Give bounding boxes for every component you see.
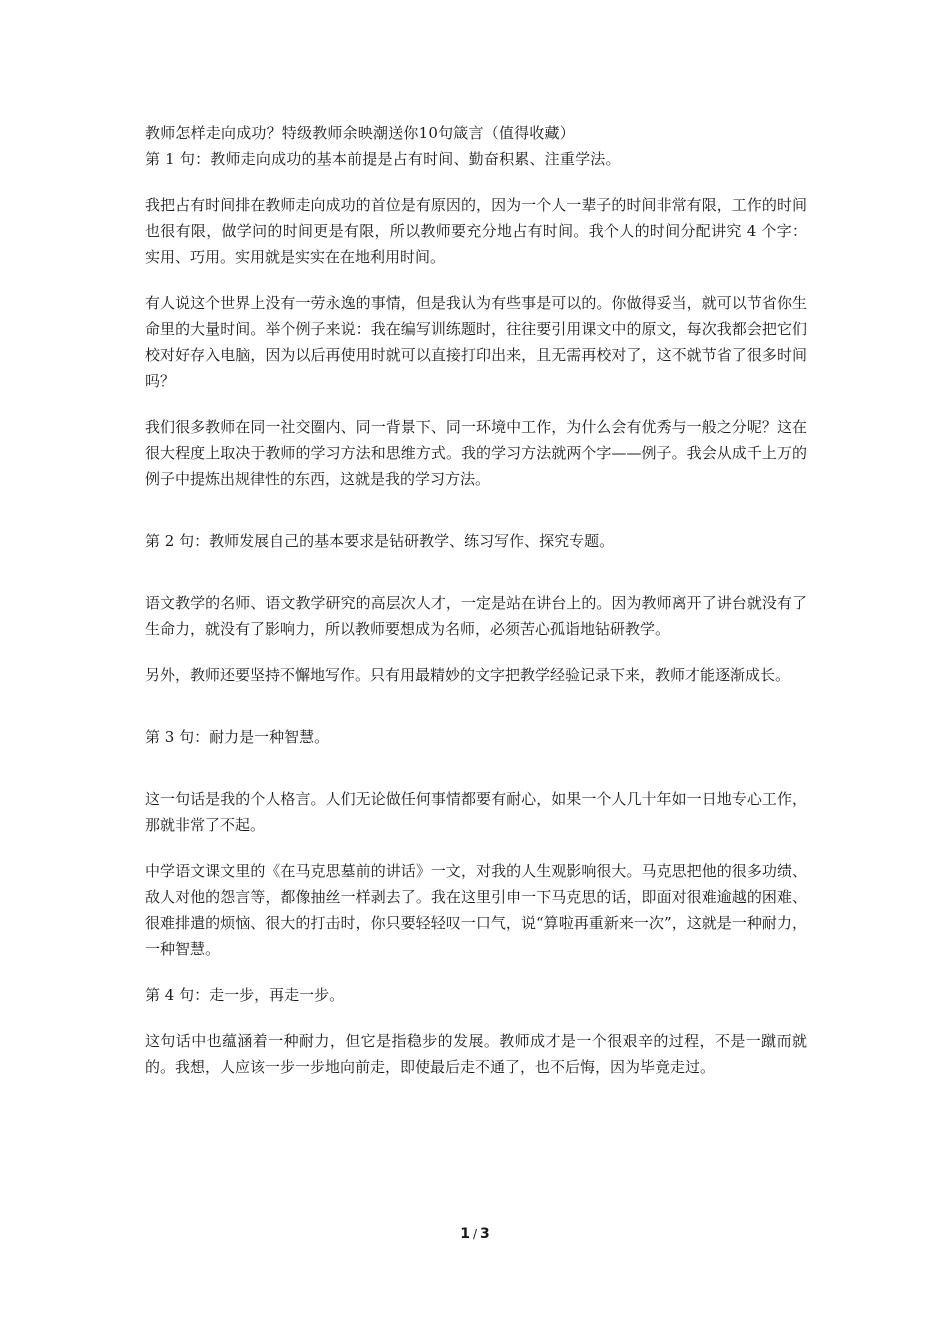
section-1-paragraph-1: 我把占有时间排在教师走向成功的首位是有原因的，因为一个人一辈子的时间非常有限，工作的时间也很有限，做学问的时间更是有限，所以教师要充分地占有时间。我个人的时间分配讲究 4 个字：实用、巧用。实用就是实实在在地利用时间。 (145, 196, 807, 266)
section-2-heading: 第 2 句：教师发展自己的基本要求是钻研教学、练习写作、探究专题。 (145, 532, 615, 550)
section-1-heading: 第 1 句：教师走向成功的基本前提是占有时间、勤奋积累、注重学法。 (145, 150, 621, 168)
section-4-heading: 第 4 句：走一步，再走一步。 (145, 986, 345, 1004)
document-body (145, 120, 807, 1080)
section-1-paragraph-3: 我们很多教师在同一社交圈内、同一背景下、同一环境中工作，为什么会有优秀与一般之分呢？这在很大程度上取决于教师的学习方法和思维方式。我的学习方法就两个字——例子。我会从成千上万的例子中提炼出规律性的东西，这就是我的学习方法。 (145, 418, 807, 488)
section-2-paragraph-1: 语文教学的名师、语文教学研究的高层次人才，一定是站在讲台上的。因为教师离开了讲台就没有了生命力，就没有了影响力，所以教师要想成为名师，必须苦心孤诣地钻研教学。 (145, 594, 807, 638)
section-3-paragraph-1: 这一句话是我的个人格言。人们无论做任何事情都要有耐心，如果一个人几十年如一日地专心工作，那就非常了不起。 (145, 790, 807, 834)
page-number (0, 1226, 950, 1242)
current-page-number: 1 (460, 1226, 470, 1242)
document-title: 教师怎样走向成功？特级教师余映潮送你10句箴言（值得收藏） (145, 124, 575, 142)
section-3-heading: 第 3 句：耐力是一种智慧。 (145, 728, 330, 746)
section-1-paragraph-2: 有人说这个世界上没有一劳永逸的事情，但是我认为有些事是可以的。你做得妥当，就可以节省你生命里的大量时间。举个例子来说：我在编写训练题时，往往要引用课文中的原文，每次我都会把它们校对好存入电脑，因为以后再使用时就可以直接打印出来，且无需再校对了，这不就节省了很多时间吗？ (145, 294, 807, 390)
section-3-paragraph-2: 中学语文课文里的《在马克思墓前的讲话》一文，对我的人生观影响很大。马克思把他的很多功绩、敌人对他的怨言等，都像抽丝一样剥去了。我在这里引申一下马克思的话，即面对很难逾越的困难、很难排遣的烦恼、很大的打击时，你只要轻轻叹一口气，说“算啦再重新来一次”，这就是一种耐力，一种智慧。 (145, 862, 807, 958)
page-separator: / (472, 1227, 478, 1241)
section-4-paragraph-1: 这句话中也蕴涵着一种耐力，但它是指稳步的发展。教师成才是一个很艰辛的过程，不是一蹴而就的。我想，人应该一步一步地向前走，即使最后走不通了，也不后悔，因为毕竟走过。 (145, 1032, 807, 1076)
section-2-paragraph-2: 另外，教师还要坚持不懈地写作。只有用最精妙的文字把教学经验记录下来，教师才能逐渐成长。 (145, 666, 791, 684)
total-pages-number: 3 (480, 1226, 490, 1242)
